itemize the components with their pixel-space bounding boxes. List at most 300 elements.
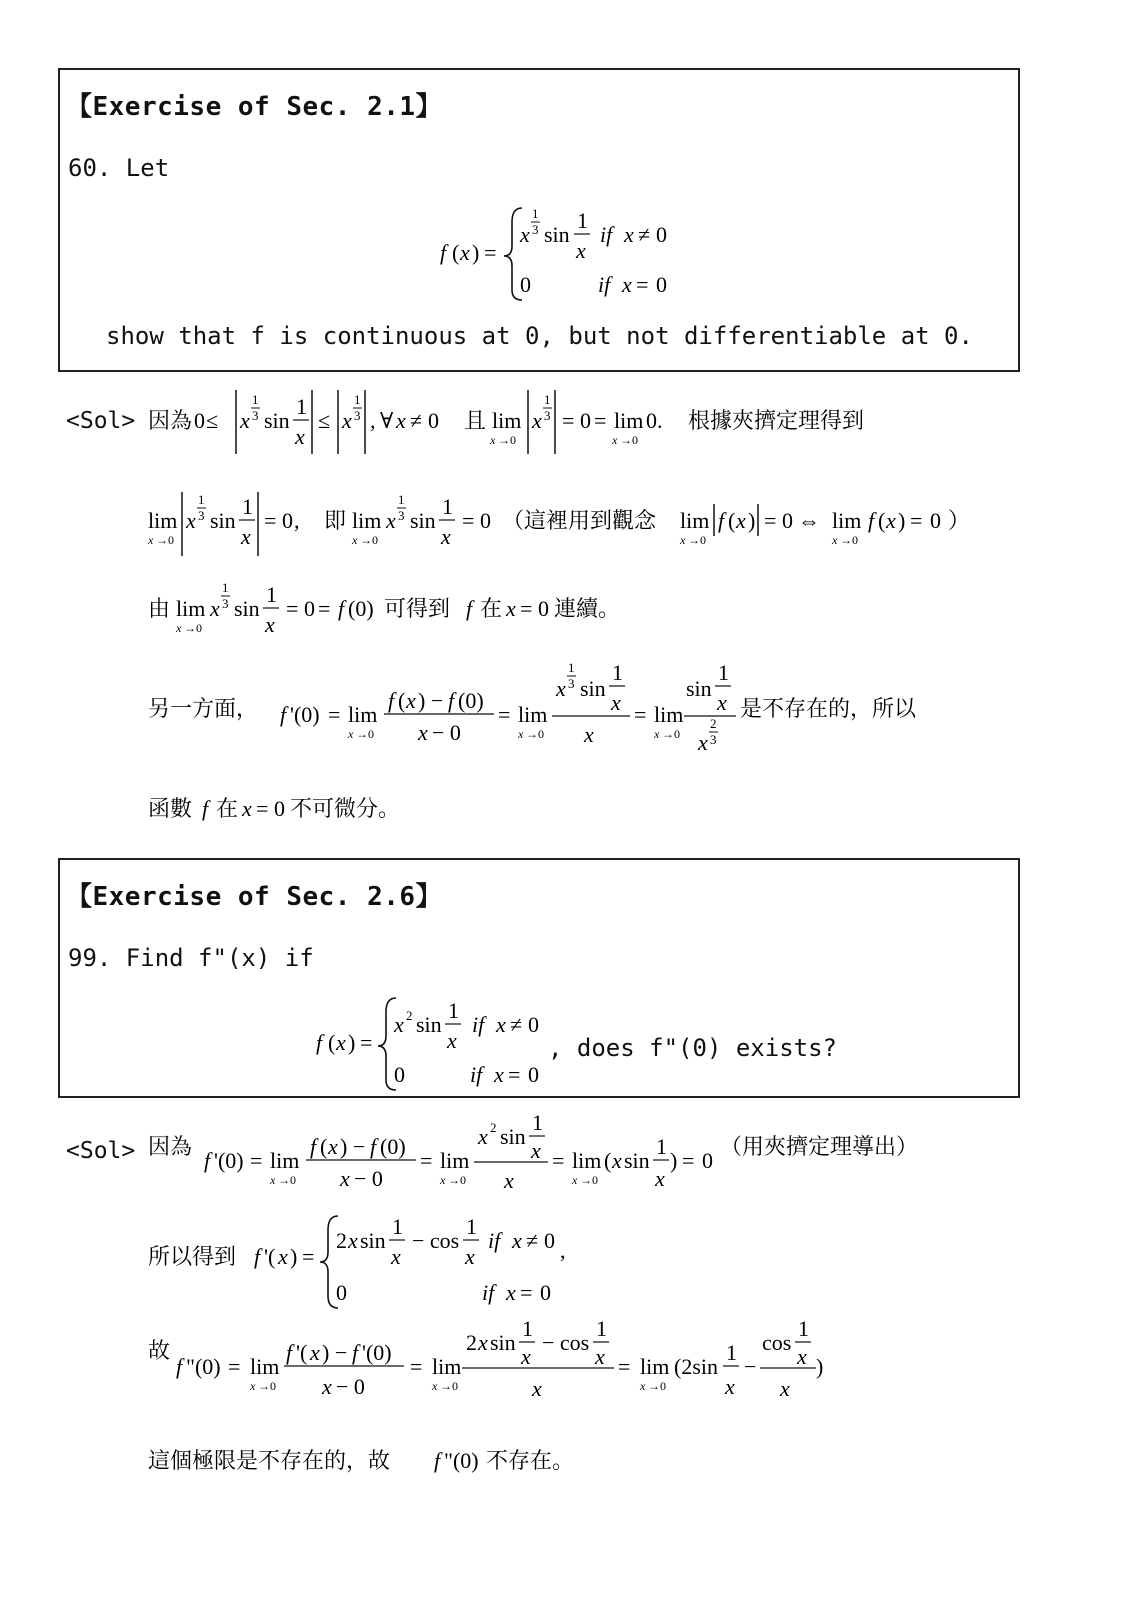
svg-text:x: x: [460, 240, 470, 265]
svg-text:0: 0: [336, 1280, 347, 1305]
svg-text:=: =: [594, 408, 607, 433]
svg-text:lim: lim: [640, 1354, 670, 1379]
svg-text:x: x: [265, 612, 275, 637]
svg-text:（這裡用到觀念: （這裡用到觀念: [502, 509, 657, 534]
svg-text:f: f: [388, 688, 395, 713]
svg-text:if: if: [482, 1280, 495, 1305]
svg-text:0: 0: [930, 508, 941, 533]
svg-text:0: 0: [538, 596, 549, 621]
sol2-line2: [148, 1208, 648, 1318]
svg-text:if: if: [598, 272, 611, 297]
svg-text:=: =: [636, 272, 649, 297]
svg-text:不存在。: 不存在。: [486, 1449, 575, 1474]
svg-text:可得到: 可得到: [384, 597, 451, 622]
svg-text:x: x: [698, 730, 708, 755]
svg-text:x: x: [612, 1148, 622, 1173]
svg-text:→0: →0: [526, 727, 544, 741]
svg-text:x: x: [440, 1173, 446, 1187]
svg-text:∀: ∀: [380, 408, 394, 433]
svg-text:x: x: [336, 1030, 346, 1055]
svg-text:f: f: [466, 596, 473, 621]
svg-text:x: x: [506, 1280, 516, 1305]
svg-text:x: x: [342, 408, 352, 433]
svg-text:f: f: [202, 796, 209, 821]
svg-text:x: x: [490, 433, 496, 447]
svg-text:1: 1: [718, 660, 729, 685]
svg-text:) −: ) −: [322, 1340, 348, 1365]
svg-text:): ): [290, 1244, 298, 1269]
svg-text:f: f: [352, 1340, 359, 1365]
svg-text:lim: lim: [250, 1354, 280, 1379]
svg-text:=: =: [328, 702, 341, 727]
svg-text:x: x: [386, 508, 396, 533]
svg-text:→0: →0: [662, 727, 680, 741]
svg-text:x: x: [348, 1228, 358, 1253]
svg-text:=: =: [520, 596, 533, 621]
svg-text:x: x: [148, 533, 154, 547]
svg-text:3: 3: [568, 676, 575, 691]
svg-text:在: 在: [480, 597, 503, 622]
svg-text:=: =: [508, 1062, 521, 1087]
svg-text:(: (: [604, 1148, 612, 1173]
svg-text:1: 1: [222, 580, 229, 595]
svg-text:x: x: [310, 1340, 320, 1365]
svg-text:→0: →0: [356, 727, 374, 741]
svg-text:cos: cos: [762, 1330, 792, 1355]
svg-text:"(0): "(0): [444, 1448, 479, 1473]
svg-text:=: =: [910, 508, 923, 533]
svg-text:x: x: [725, 1374, 735, 1399]
svg-text:if: if: [488, 1228, 501, 1253]
svg-text:f: f: [370, 1134, 377, 1159]
svg-text:sin: sin: [490, 1330, 516, 1355]
svg-text:x: x: [504, 1168, 514, 1193]
svg-text:→0: →0: [258, 1379, 276, 1393]
svg-text:x: x: [176, 621, 182, 635]
svg-text:3: 3: [532, 222, 539, 237]
svg-text:(: (: [398, 688, 406, 713]
svg-text:0: 0: [520, 272, 531, 297]
svg-text:0: 0: [656, 272, 667, 297]
svg-text:lim: lim: [148, 508, 178, 533]
svg-text:f: f: [176, 1354, 183, 1379]
svg-text:f: f: [448, 688, 455, 713]
svg-text:3: 3: [222, 596, 229, 611]
svg-text:sin: sin: [580, 676, 606, 701]
svg-text:0: 0: [274, 796, 285, 821]
svg-text:x: x: [576, 238, 586, 263]
exercise-2-6-heading: 【Exercise of Sec. 2.6】: [66, 882, 443, 912]
sol2-label: <Sol>: [66, 1138, 136, 1164]
svg-text:sin: sin: [410, 508, 436, 533]
svg-text:≠: ≠: [410, 408, 423, 433]
svg-text:sin: sin: [234, 596, 260, 621]
svg-text:f: f: [316, 1030, 323, 1055]
svg-text:x: x: [328, 1134, 338, 1159]
svg-text:0: 0: [528, 1012, 539, 1037]
svg-text:3: 3: [252, 408, 259, 423]
svg-text:0: 0: [304, 596, 315, 621]
svg-text:lim: lim: [352, 508, 382, 533]
svg-text:是不存在的，所以: 是不存在的，所以: [740, 697, 917, 722]
svg-text:): ): [898, 508, 906, 533]
svg-text:即: 即: [324, 509, 347, 534]
svg-text:x: x: [717, 690, 727, 715]
svg-text:1: 1: [532, 1110, 543, 1135]
svg-text:lim: lim: [518, 702, 548, 727]
problem-99-piecewise-function: [316, 990, 576, 1098]
svg-text:→0: →0: [156, 533, 174, 547]
svg-text:− 0: − 0: [432, 720, 461, 745]
svg-text:(: (: [728, 508, 736, 533]
svg-text:f: f: [718, 508, 725, 533]
svg-text:,: ,: [294, 508, 300, 533]
svg-text:=: =: [462, 508, 475, 533]
svg-text:,: ,: [560, 1238, 566, 1263]
svg-text:0.: 0.: [646, 408, 663, 433]
svg-text:(0): (0): [380, 1134, 406, 1159]
svg-text:=: =: [360, 1030, 373, 1055]
svg-text:x: x: [465, 1244, 475, 1269]
svg-text:x: x: [441, 524, 451, 549]
svg-text:x: x: [242, 796, 252, 821]
svg-text:所以得到: 所以得到: [148, 1245, 237, 1270]
svg-text:'(0): '(0): [362, 1340, 392, 1365]
svg-text:x: x: [186, 508, 196, 533]
svg-text:≤: ≤: [206, 408, 219, 433]
svg-text:=: =: [286, 596, 299, 621]
svg-text:x: x: [432, 1379, 438, 1393]
svg-text:且: 且: [464, 409, 487, 434]
svg-text:連續。: 連續。: [554, 597, 621, 622]
svg-text:故: 故: [148, 1339, 171, 1364]
svg-text:3: 3: [544, 408, 551, 423]
svg-text:sin: sin: [210, 508, 236, 533]
svg-text:=: =: [562, 408, 575, 433]
svg-text:x: x: [391, 1244, 401, 1269]
svg-text:x: x: [531, 1138, 541, 1163]
svg-text:1: 1: [354, 392, 361, 407]
svg-text:→0: →0: [620, 433, 638, 447]
svg-text:x: x: [736, 508, 746, 533]
svg-text:→0: →0: [840, 533, 858, 547]
svg-text:lim: lim: [492, 408, 522, 433]
svg-text:− 0: − 0: [336, 1374, 365, 1399]
svg-text:x: x: [322, 1374, 332, 1399]
svg-text:1: 1: [198, 492, 205, 507]
svg-text:0: 0: [480, 508, 491, 533]
svg-text:⇔: ⇔: [798, 508, 820, 533]
svg-text:→0: →0: [580, 1173, 598, 1187]
svg-text:(0): (0): [348, 596, 374, 621]
svg-text:f: f: [286, 1340, 293, 1365]
svg-text:lim: lim: [440, 1148, 470, 1173]
svg-text:x: x: [780, 1376, 790, 1401]
svg-text:"(0): "(0): [186, 1354, 221, 1379]
svg-text:'(: '(: [296, 1340, 308, 1365]
svg-text:=: =: [420, 1148, 433, 1173]
svg-text:if: if: [472, 1012, 485, 1037]
svg-text:f: f: [338, 596, 345, 621]
svg-text:x: x: [622, 272, 632, 297]
svg-text:=: =: [484, 240, 497, 265]
svg-text:x: x: [352, 533, 358, 547]
svg-text:lim: lim: [832, 508, 862, 533]
svg-text:3: 3: [710, 732, 717, 747]
svg-text:2: 2: [710, 716, 717, 731]
svg-text:− cos: − cos: [412, 1228, 460, 1253]
svg-text:x: x: [478, 1124, 488, 1149]
svg-text:0: 0: [428, 408, 439, 433]
svg-text:x: x: [394, 1012, 404, 1037]
svg-text:1: 1: [398, 492, 405, 507]
svg-text:x: x: [241, 524, 251, 549]
svg-text:x: x: [532, 408, 542, 433]
svg-text:x: x: [572, 1173, 578, 1187]
svg-text:x: x: [210, 596, 220, 621]
svg-text:0: 0: [702, 1148, 713, 1173]
svg-text:): ): [670, 1148, 678, 1173]
svg-text:(0): (0): [458, 688, 484, 713]
svg-text:(: (: [878, 508, 886, 533]
svg-text:if: if: [470, 1062, 483, 1087]
svg-text:x: x: [348, 727, 354, 741]
svg-text:x: x: [496, 1012, 506, 1037]
svg-text:x: x: [886, 508, 896, 533]
svg-text:lim: lim: [176, 596, 206, 621]
svg-text:1: 1: [656, 1134, 667, 1159]
svg-text:x: x: [406, 688, 416, 713]
svg-text:) −: ) −: [418, 688, 444, 713]
svg-text:1: 1: [532, 206, 539, 221]
svg-text:sin: sin: [416, 1012, 442, 1037]
svg-text:sin: sin: [360, 1228, 386, 1253]
svg-text:≠: ≠: [638, 222, 651, 247]
svg-text:在: 在: [216, 797, 239, 822]
svg-text:,: ,: [370, 408, 376, 433]
svg-text:≠: ≠: [510, 1012, 523, 1037]
sol1-line3: [148, 576, 708, 646]
sol1-line2: [148, 486, 988, 566]
problem-60-intro: 60. Let: [68, 154, 170, 182]
svg-text:x: x: [612, 433, 618, 447]
svg-text:sin: sin: [500, 1124, 526, 1149]
svg-text:sin: sin: [264, 408, 290, 433]
svg-text:1: 1: [568, 660, 575, 675]
svg-text:x: x: [654, 727, 660, 741]
svg-text:x: x: [611, 690, 621, 715]
svg-text:lim: lim: [572, 1148, 602, 1173]
svg-text:lim: lim: [432, 1354, 462, 1379]
svg-text:sin: sin: [624, 1148, 650, 1173]
svg-text:x: x: [518, 727, 524, 741]
svg-text:0: 0: [394, 1062, 405, 1087]
problem-60-text: show that f is continuous at 0, but not differentiable at 0.: [106, 322, 973, 350]
svg-text:x: x: [680, 533, 686, 547]
svg-text:2: 2: [336, 1228, 347, 1253]
svg-text:3: 3: [398, 508, 405, 523]
svg-text:→0: →0: [448, 1173, 466, 1187]
svg-text:另一方面，: 另一方面，: [148, 697, 259, 722]
svg-text:f: f: [868, 508, 875, 533]
svg-text:0: 0: [782, 508, 793, 533]
svg-text:x: x: [584, 722, 594, 747]
svg-text:x: x: [270, 1173, 276, 1187]
svg-text:) −: ) −: [340, 1134, 366, 1159]
svg-text:2: 2: [406, 1008, 413, 1023]
svg-text:f: f: [440, 240, 447, 265]
svg-text:1: 1: [612, 660, 623, 685]
svg-text:（用夾擠定理導出）: （用夾擠定理導出）: [720, 1135, 919, 1160]
svg-text:−: −: [744, 1354, 757, 1379]
svg-text:1: 1: [266, 582, 277, 607]
svg-text:x: x: [240, 408, 250, 433]
svg-text:x: x: [520, 222, 530, 247]
svg-text:1: 1: [442, 494, 453, 519]
sol1-line1: [148, 384, 928, 464]
svg-text:1: 1: [242, 494, 253, 519]
svg-text:→0: →0: [498, 433, 516, 447]
svg-text:): ): [348, 1030, 356, 1055]
svg-text:x: x: [418, 720, 428, 745]
svg-text:→0: →0: [360, 533, 378, 547]
svg-text:≤: ≤: [318, 408, 331, 433]
svg-text:lim: lim: [680, 508, 710, 533]
svg-text:不可微分。: 不可微分。: [290, 797, 401, 822]
svg-text:if: if: [600, 222, 613, 247]
svg-text:1: 1: [798, 1318, 809, 1341]
svg-text:→0: →0: [648, 1379, 666, 1393]
svg-text:=: =: [318, 596, 331, 621]
svg-text:x: x: [624, 222, 634, 247]
svg-text:'(: '(: [264, 1244, 276, 1269]
svg-text:x: x: [640, 1379, 646, 1393]
svg-text:x: x: [655, 1166, 665, 1191]
svg-text:x: x: [278, 1244, 288, 1269]
svg-text:函數: 函數: [148, 797, 193, 822]
svg-text:lim: lim: [348, 702, 378, 727]
svg-text:f: f: [310, 1134, 317, 1159]
svg-text:→0: →0: [278, 1173, 296, 1187]
svg-text:f: f: [254, 1244, 261, 1269]
svg-text:=: =: [634, 702, 647, 727]
svg-text:sin: sin: [686, 676, 712, 701]
svg-text:=: =: [764, 508, 777, 533]
svg-text:lim: lim: [654, 702, 684, 727]
problem-99-intro: 99. Find f"(x) if: [68, 944, 314, 972]
svg-text:=: =: [410, 1354, 423, 1379]
svg-text:1: 1: [448, 998, 459, 1023]
problem-60-piecewise-function: [440, 200, 700, 310]
svg-text:0: 0: [580, 408, 591, 433]
svg-text:x: x: [506, 596, 516, 621]
svg-text:由: 由: [148, 597, 171, 622]
svg-text:1: 1: [577, 208, 588, 233]
svg-text:x: x: [512, 1228, 522, 1253]
svg-text:因為: 因為: [148, 409, 193, 434]
svg-text:→0: →0: [184, 621, 202, 635]
svg-text:sin: sin: [544, 222, 570, 247]
svg-text:→0: →0: [688, 533, 706, 547]
svg-text:1: 1: [392, 1214, 403, 1239]
svg-text:根據夾擠定理得到: 根據夾擠定理得到: [688, 409, 865, 434]
svg-text:x: x: [797, 1344, 807, 1369]
problem-99-tail: , does f"(0) exists?: [548, 1034, 837, 1062]
svg-text:≠: ≠: [526, 1228, 539, 1253]
svg-text:因為: 因為: [148, 1135, 193, 1160]
svg-text:1: 1: [252, 392, 259, 407]
svg-text:(: (: [320, 1134, 328, 1159]
svg-text:這個極限是不存在的，故: 這個極限是不存在的，故: [148, 1449, 391, 1474]
svg-text:f: f: [434, 1448, 441, 1473]
svg-text:(2sin: (2sin: [674, 1354, 718, 1379]
svg-text:x: x: [521, 1344, 531, 1369]
svg-text:1: 1: [522, 1318, 533, 1341]
svg-text:=: =: [520, 1280, 533, 1305]
sol2-line4: [148, 1438, 668, 1488]
svg-text:− cos: − cos: [542, 1330, 590, 1355]
svg-text:x: x: [396, 408, 406, 433]
exercise-2-1-heading: 【Exercise of Sec. 2.1】: [66, 92, 443, 122]
svg-text:1: 1: [544, 392, 551, 407]
svg-text:1: 1: [296, 394, 307, 419]
sol2-line1: [148, 1110, 1008, 1210]
svg-text:=: =: [264, 508, 277, 533]
svg-text:x: x: [340, 1166, 350, 1191]
svg-text:3: 3: [198, 508, 205, 523]
svg-text:(: (: [328, 1030, 336, 1055]
svg-text:lim: lim: [270, 1148, 300, 1173]
sol1-line4: [148, 656, 968, 766]
svg-text:0: 0: [194, 408, 205, 433]
svg-text:'(0): '(0): [214, 1148, 244, 1173]
sol2-line3: [148, 1318, 868, 1418]
svg-text:x: x: [494, 1062, 504, 1087]
svg-text:(: (: [452, 240, 460, 265]
svg-text:0: 0: [528, 1062, 539, 1087]
svg-text:=: =: [250, 1148, 263, 1173]
svg-text:=: =: [256, 796, 269, 821]
svg-text:x: x: [295, 424, 305, 449]
svg-text:x: x: [250, 1379, 256, 1393]
svg-text:x: x: [832, 533, 838, 547]
svg-text:x: x: [556, 676, 566, 701]
svg-text:1: 1: [726, 1340, 737, 1365]
svg-text:x: x: [595, 1344, 605, 1369]
svg-text:0: 0: [656, 222, 667, 247]
svg-text:0: 0: [282, 508, 293, 533]
svg-text:2: 2: [466, 1330, 477, 1355]
svg-text:2: 2: [490, 1120, 497, 1135]
svg-text:): ): [816, 1354, 824, 1379]
svg-text:− 0: − 0: [354, 1166, 383, 1191]
svg-text:x: x: [478, 1330, 488, 1355]
svg-text:=: =: [618, 1354, 631, 1379]
svg-text:=: =: [682, 1148, 695, 1173]
svg-text:f: f: [280, 702, 287, 727]
svg-text:lim: lim: [614, 408, 644, 433]
svg-text:x: x: [532, 1376, 542, 1401]
svg-text:0: 0: [540, 1280, 551, 1305]
svg-text:1: 1: [466, 1214, 477, 1239]
svg-text:'(0): '(0): [290, 702, 320, 727]
sol1-label: <Sol>: [66, 408, 136, 434]
svg-text:=: =: [498, 702, 511, 727]
svg-text:=: =: [302, 1244, 315, 1269]
sol1-line5: [148, 786, 548, 836]
svg-text:）: ）: [948, 509, 971, 534]
svg-text:f: f: [204, 1148, 211, 1173]
